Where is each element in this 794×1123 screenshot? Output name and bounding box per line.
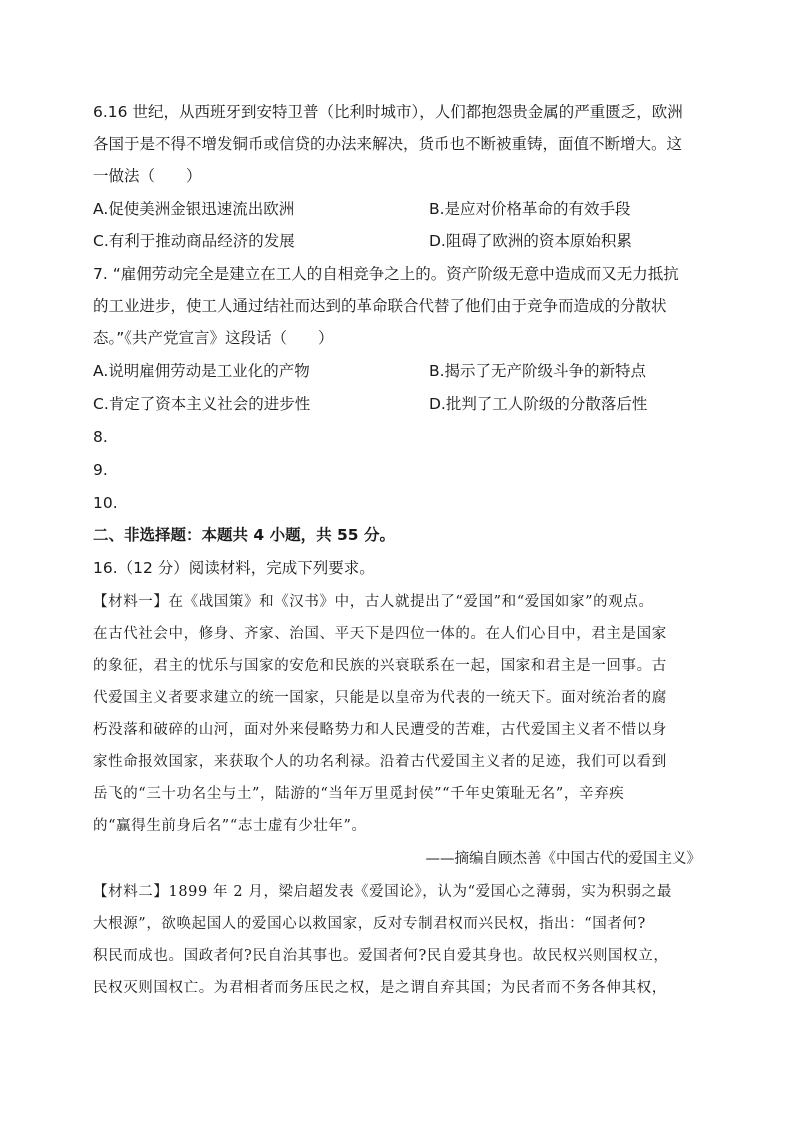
item-10: 10. [93,494,118,512]
material1-line-6: 家性命报效国家，来获取个人的功名利禄。沿着古代爱国主义者的足迹，我们可以看到 [93,754,667,770]
q6-option-a: A.促使美洲金银迅速流出欧洲 [93,200,295,218]
material1-line-7: 岳飞的“三十功名尘与土”，陆游的“当年万里觅封侯”“千年史策耻无名”，辛弃疾 [93,786,625,802]
q6-option-d: D.阻碍了欧洲的资本原始积累 [429,232,632,250]
material1-source: ——摘编自顾杰善《中国古代的爱国主义》 [425,851,701,867]
q6-stem-line-3: 一做法（ ） [93,167,202,185]
q7-stem-line-2: 的工业进步，使工人通过结社而达到的革命联合代替了他们由于竞争而造成的分散状 [93,297,667,315]
q7-option-b: B.揭示了无产阶级斗争的新特点 [429,362,647,380]
material1-line-5: 朽没落和破碎的山河，面对外来侵略势力和人民遭受的苦难，古代爱国主义者不惜以身 [93,722,667,738]
q7-option-d: D.批判了工人阶级的分散落后性 [429,395,648,413]
item-9: 9. [93,461,108,479]
material1-line-8: 的“赢得生前身后名”“志士虚有少壮年”。 [93,818,367,834]
q6-option-c: C.有利于推动商品经济的发展 [93,232,295,250]
material2-line-4: 民权灭则国权亡。为君相者而务压民之权，是之谓自弃其国；为民者而不务各伸其权， [93,980,667,996]
material1-line-1: 【材料一】在《战国策》和《汉书》中，古人就提出了“爱国”和“爱国如家”的观点。 [93,594,654,610]
material1-line-2: 在古代社会中，修身、齐家、治国、平天下是四位一体的。在人们心目中，君主是国家 [93,626,667,642]
material2-line-2: 大根源”，欲唤起国人的爱国心以救国家，反对专制君权而兴民权，指出：“国者何? [93,916,646,932]
q7-option-a: A.说明雇佣劳动是工业化的产物 [93,362,310,380]
q6-option-b: B.是应对价格革命的有效手段 [429,200,631,218]
section-heading: 二、非选择题：本题共 4 小题，共 55 分。 [93,526,395,544]
q7-option-c: C.肯定了资本主义社会的进步性 [93,395,311,413]
material2-line-1: 【材料二】1899 年 2 月，梁启超发表《爱国论》，认为“爱国心之薄弱，实为积弱之最 [93,884,672,900]
item-8: 8. [93,428,108,446]
material1-line-4: 代爱国主义者要求建立的统一国家，只能是以皇帝为代表的一统天下。面对统治者的腐 [93,690,667,706]
q7-stem-line-3: 态。”《共产党宣言》这段话（ ） [93,329,334,347]
q16-intro: 16.（12 分）阅读材料，完成下列要求。 [93,559,375,577]
q7-stem-line-1: 7. “雇佣劳动完全是建立在工人的自相竞争之上的。资产阶级无意中造成而又无力抵抗 [93,265,679,283]
q6-stem-line-2: 各国于是不得不增发铜币或信贷的办法来解决，货币也不断被重铸，面值不断增大。这 [93,135,683,153]
q6-stem-line-1: 6.16 世纪，从西班牙到安特卫普（比利时城市），人们都抱怨贵金属的严重匮乏，欧洲 [93,103,683,121]
material1-line-3: 的象征，君主的忧乐与国家的安危和民族的兴衰联系在一起，国家和君主是一回事。古 [93,658,667,674]
material2-line-3: 积民而成也。国政者何?民自治其事也。爱国者何?民自爱其身也。故民权兴则国权立， [93,948,669,964]
